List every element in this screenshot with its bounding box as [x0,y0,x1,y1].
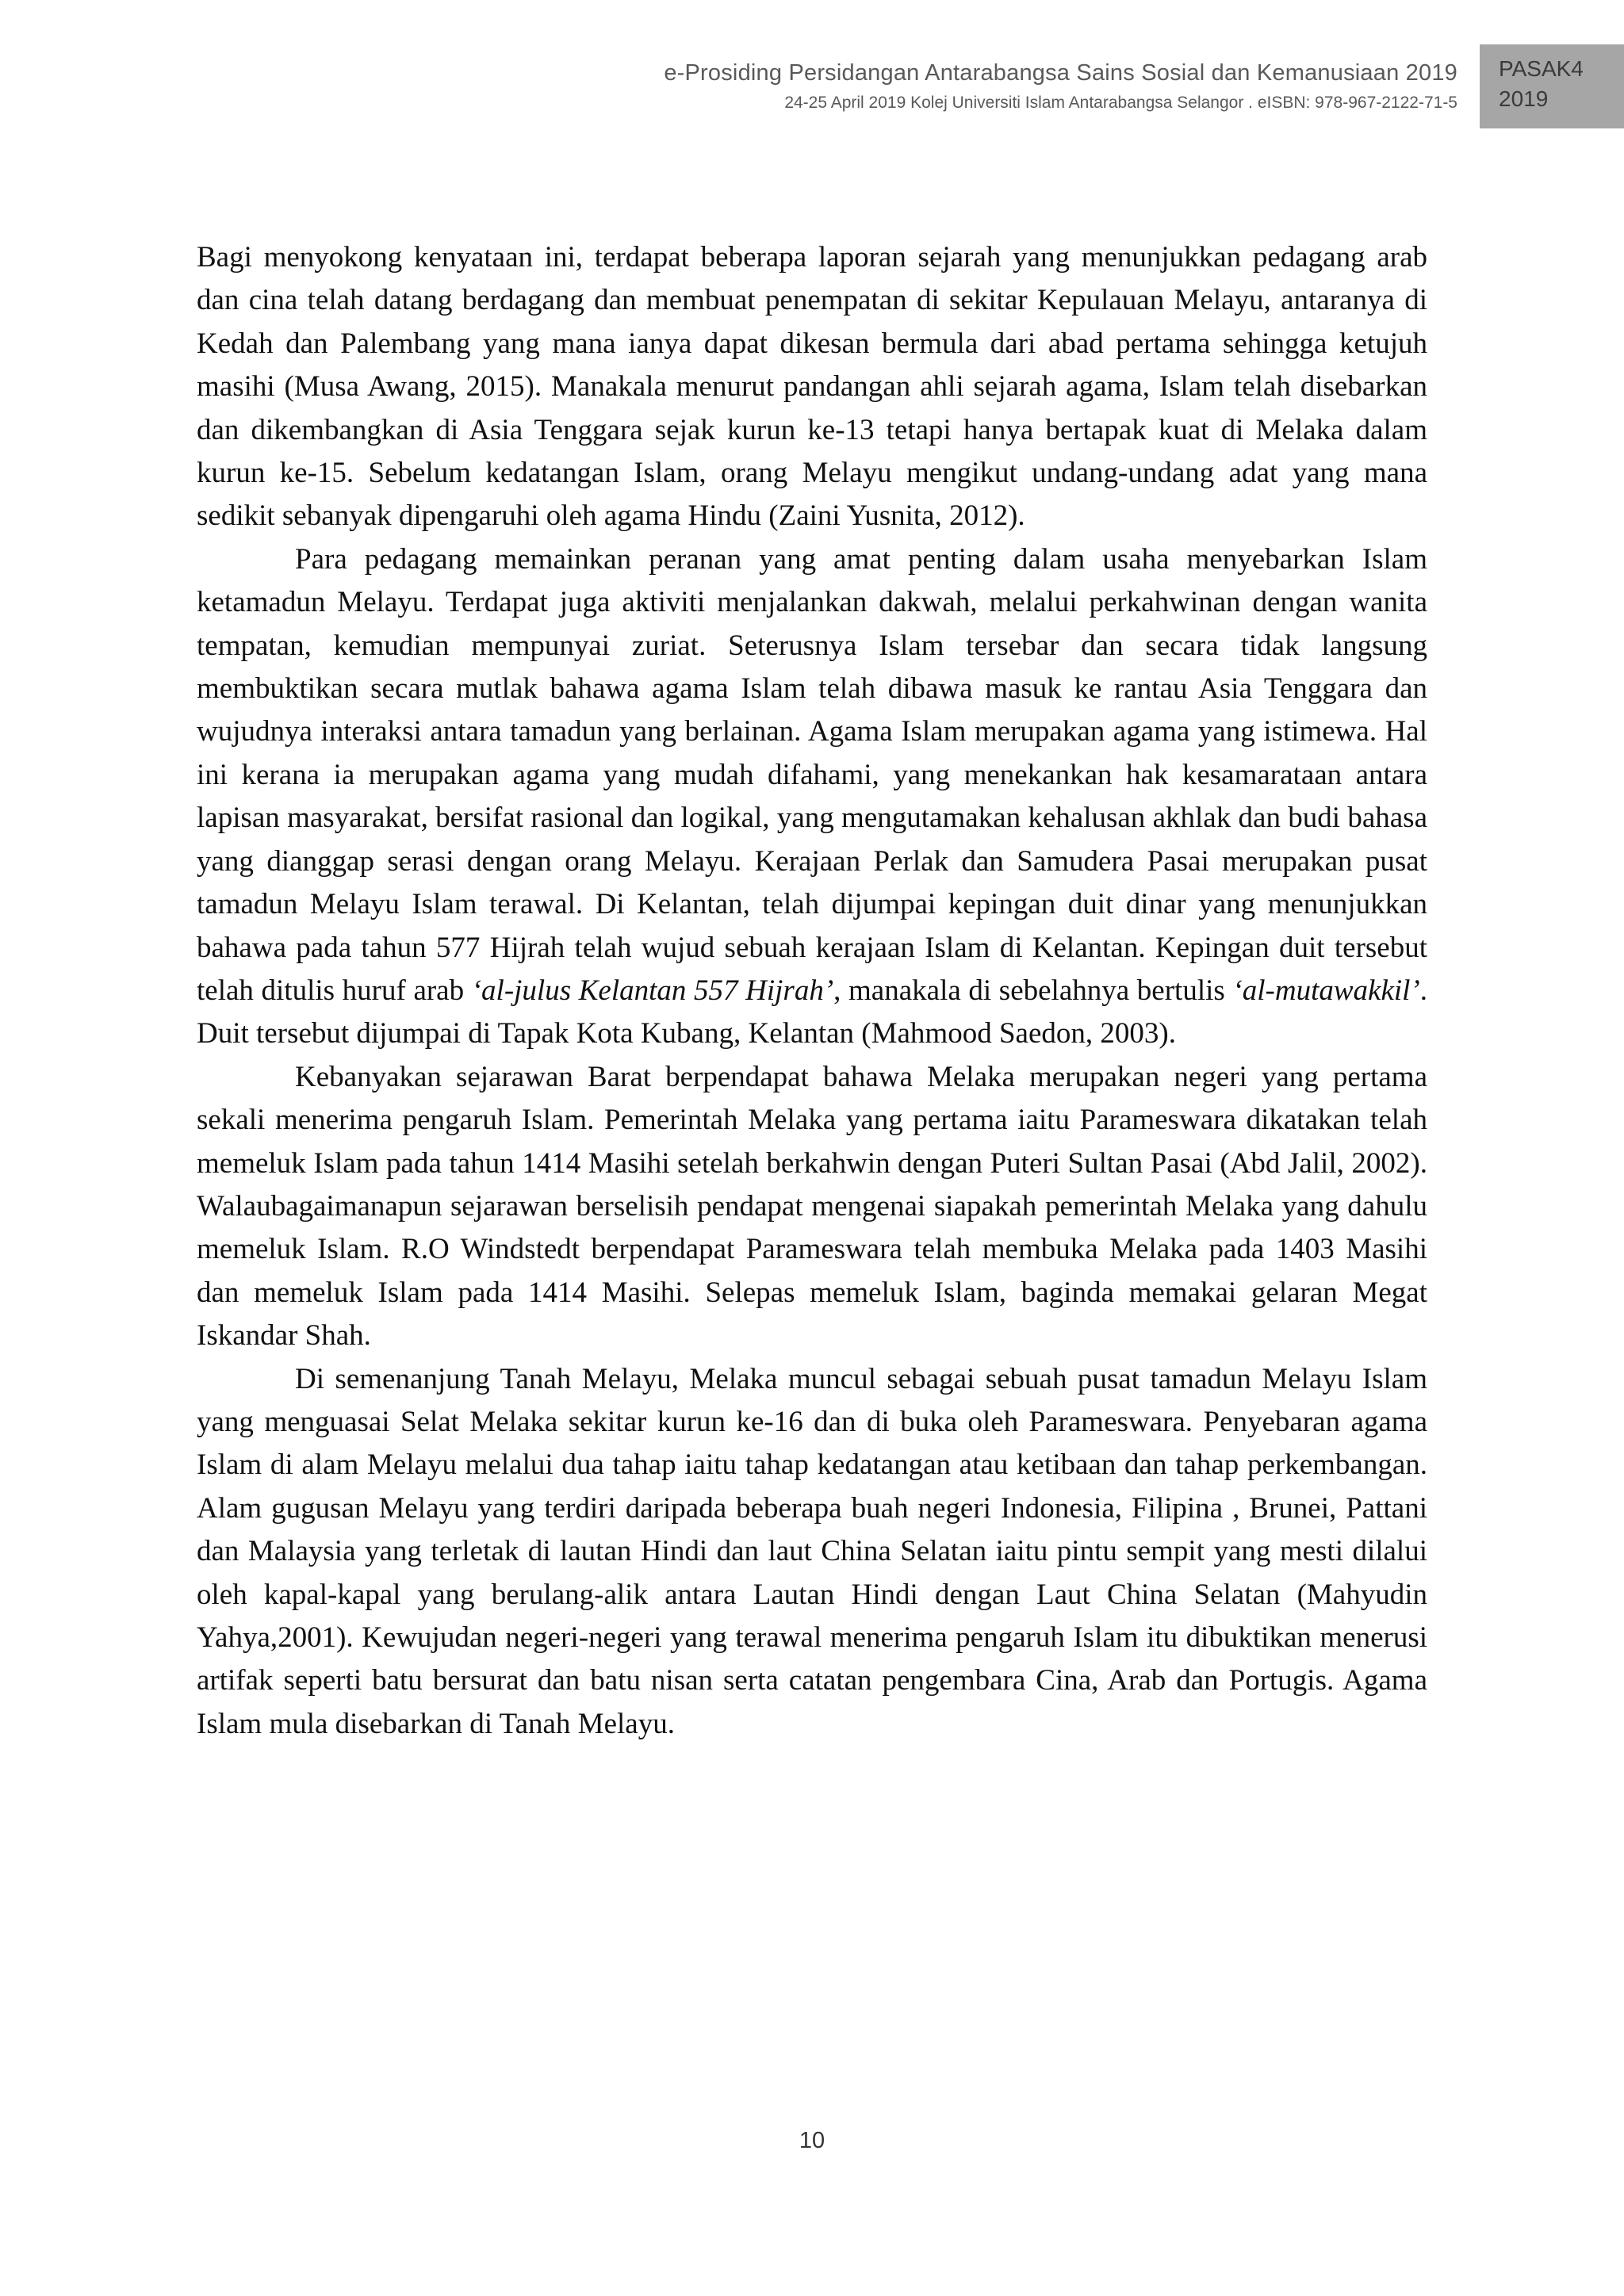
header-subtitle: 24-25 April 2019 Kolej Universiti Islam Antarabangsa Selangor . eISBN: 978-967-2122-71-5 [784,94,1457,112]
paragraph-3: Kebanyakan sejarawan Barat berpendapat bahawa Melaka merupakan negeri yang pertama sekali menerima pengaruh Islam. Pemerintah Melaka yang pertama iaitu Parameswara dikatakan telah memeluk Islam pada tahun 1414 Masihi setelah berkahwin dengan Puteri Sultan Pasai (Abd Jalil, 2002). Walaubagaimanapun sejarawan berselisih pendapat mengenai siapakah pemerintah Melaka yang dahulu memeluk Islam. R.O Windstedt berpendapat Parameswara telah membuka Melaka pada 1403 Masihi dan memeluk Islam pada 1414 Masihi. Selepas memeluk Islam, baginda memakai gelaran Megat Iskandar Shah. [197,1060,1427,1353]
conference-badge [1480,44,1624,128]
paragraph-2-text-before: Para pedagang memainkan peranan yang amat penting dalam usaha menyebarkan Islam ketamadun Melayu. Terdapat juga aktiviti menjalankan dakwah, melalui perkahwinan dengan wanita tempatan, kemudian mempunyai zuriat. Seterusnya Islam tersebar dan secara tidak langsung membuktikan secara mutlak bahawa agama Islam telah dibawa masuk ke rantau Asia Tenggara dan wujudnya interaksi antara tamadun yang berlainan. Agama Islam merupakan agama yang istimewa. Hal ini kerana ia merupakan agama yang mudah difahami, yang menekankan hak kesamarataan antara lapisan masyarakat, bersifat rasional dan logikal, yang mengutamakan kehalusan akhlak dan budi bahasa yang dianggap serasi dengan orang Melayu. Kerajaan Perlak dan Samudera Pasai merupakan pusat tamadun Melayu Islam terawal. Di Kelantan, telah dijumpai kepingan duit dinar yang menunjukkan bahawa pada tahun 577 Hijrah telah wujud sebuah kerajaan Islam di Kelantan. Kepingan duit tersebut telah ditulis huruf arab [197,542,1427,1007]
paragraph-2-text-middle: , manakala di sebelahnya bertulis [833,974,1233,1007]
paragraph-2 [197,538,1427,1056]
header-title: e-Prosiding Persidangan Antarabangsa Sains Sosial dan Kemanusiaan 2019 [664,60,1457,86]
paragraph-2-italic-2: ‘al-mutawakkil’ [1232,974,1420,1007]
paragraph-1: Bagi menyokong kenyataan ini, terdapat beberapa laporan sejarah yang menunjukkan pedagang arab dan cina telah datang berdagang dan membuat penempatan di sekitar Kepulauan Melayu, antaranya di Kedah dan Palembang yang mana ianya dapat dikesan bermula dari abad pertama sehingga ketujuh masihi (Musa Awang, 2015). Manakala menurut pandangan ahli sejarah agama, Islam telah disebarkan dan dikembangkan di Asia Tenggara sejak kurun ke-13 tetapi hanya bertapak kuat di Melaka dalam kurun ke-15. Sebelum kedatangan Islam, orang Melayu mengikut undang-undang adat yang mana sedikit sebanyak dipengaruhi oleh agama Hindu (Zaini Yusnita, 2012). [197,241,1427,533]
running-header [664,57,1457,117]
paragraph-4: Di semenanjung Tanah Melayu, Melaka muncul sebagai sebuah pusat tamadun Melayu Islam yang menguasai Selat Melaka sekitar kurun ke-16 dan di buka oleh Parameswara. Penyebaran agama Islam di alam Melayu melalui dua tahap iaitu tahap kedatangan atau ketibaan dan tahap perkembangan. Alam gugusan Melayu yang terdiri daripada beberapa buah negeri Indonesia, Filipina , Brunei, Pattani dan Malaysia yang terletak di lautan Hindi dan laut China Selatan iaitu pintu sempit yang mesti dilalui oleh kapal-kapal yang berulang-alik antara Lautan Hindi dengan Laut China Selatan (Mahyudin Yahya,2001). Kewujudan negeri-negeri yang terawal menerima pengaruh Islam itu dibuktikan menerusi artifak seperti batu bersurat dan batu nisan serta catatan pengembara Cina, Arab dan Portugis. Agama Islam mula disebarkan di Tanah Melayu. [197,1362,1427,1740]
badge-line-1: PASAK4 [1499,56,1584,81]
article-body [197,236,1427,1746]
badge-line-2: 2019 [1499,86,1549,111]
paragraph-2-italic-1: ‘al-julus Kelantan 557 Hijrah’ [471,974,834,1007]
page-number: 10 [799,2128,825,2153]
paragraph-2-text-after: . Duit tersebut dijumpai di Tapak Kota Kubang, Kelantan (Mahmood Saedon, 2003). [197,974,1427,1050]
